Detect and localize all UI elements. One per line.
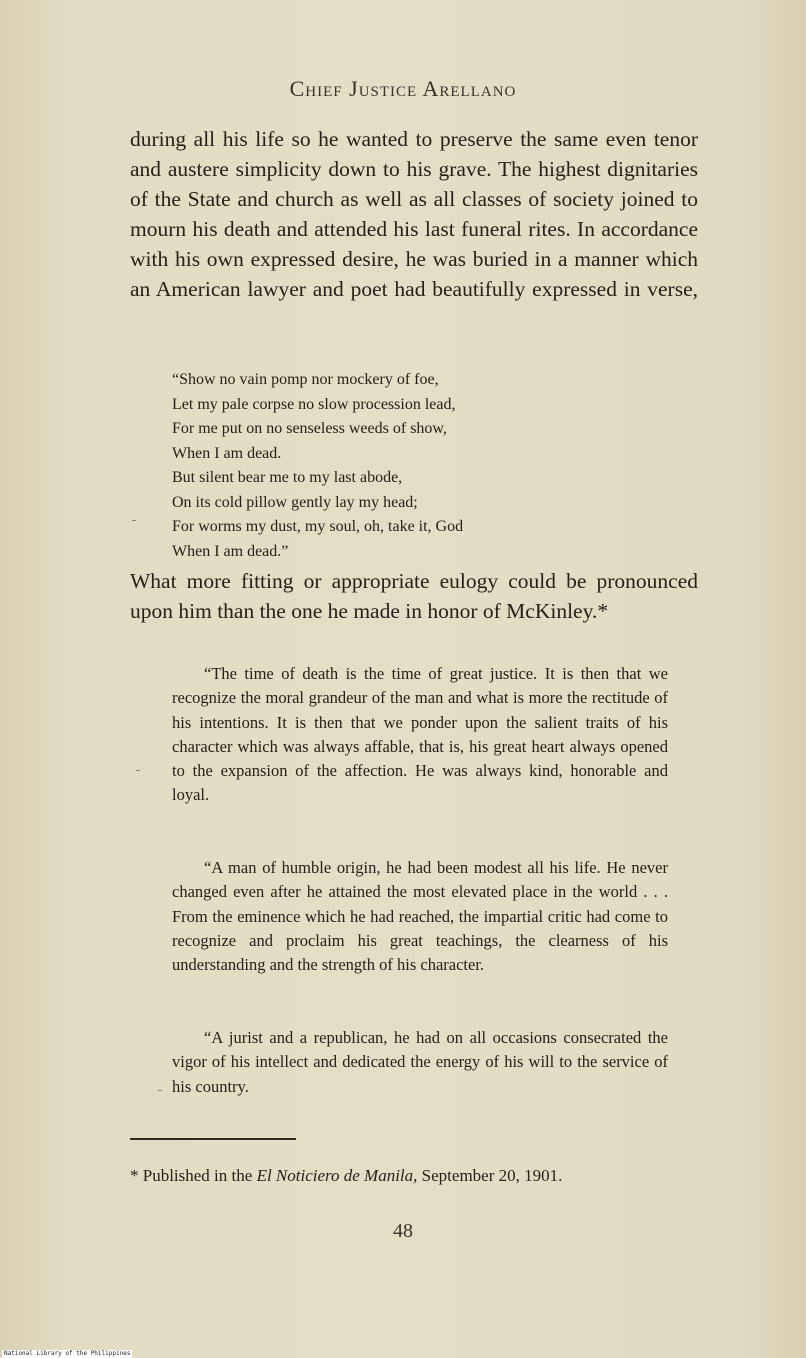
eulogy-quote-paragraph-1: “The time of death is the time of great justice. It is then that we recognize the moral grandeur of the man and what is more the rectitude of his intentions. It is then that we ponder upon the salient traits of his character which was always affable, that is, his great heart always opened to the expansion of the affection. He was always kind, honorable and loyal. [172, 664, 668, 805]
footnote-prefix: * Published in the [130, 1166, 257, 1185]
verse-line: Let my pale corpse no slow procession lead, [172, 395, 456, 413]
page-number: 48 [393, 1220, 413, 1242]
margin-speck [158, 1090, 162, 1091]
verse-line: For me put on no senseless weeds of show, [172, 420, 447, 437]
footnote-suffix: September 20, 1901. [417, 1166, 563, 1185]
verse-line: For worms my dust, my soul, oh, take it, God [172, 518, 464, 535]
verse-block [172, 368, 632, 564]
library-credit: National Library of the Philippines [4, 1350, 131, 1357]
verse-line: When I am dead. [172, 444, 282, 462]
footnote [130, 1163, 698, 1189]
verse-line: “Show no vain pomp nor mockery of foe, [172, 371, 439, 388]
eulogy-quote-paragraph-2: “A man of humble origin, he had been modest all his life. He never changed even after he attained the most elevated place in the world . . . From the eminence which he had reached, the impartial critic had come to recognize and proclaim his great teachings, the clearness of his understanding and the strength of his character. [172, 858, 668, 975]
margin-speck [132, 520, 136, 521]
margin-speck [136, 770, 140, 771]
eulogy-quote-paragraph-3: “A jurist and a republican, he had on all occasions consecrated the vigor of his intellect and dedicated the energy of his will to the service of his country. [172, 1028, 668, 1096]
footnote-source: El Noticiero de Manila, [256, 1166, 418, 1185]
verse-line: But silent bear me to my last abode, [172, 469, 403, 486]
running-head: Chief Justice Arellano [289, 76, 517, 101]
body-paragraph-1: during all his life so he wanted to preserve the same even tenor and austere simplicity down to his grave. The highest dignitaries of the State and church as well as all classes of society joined to mourn his death and attended his last funeral rites. In accordance with his own expressed desire, he was buried in a manner which an American lawyer and poet had beautifully expressed in verse, [130, 127, 698, 301]
verse-line: On its cold pillow gently lay my head; [172, 493, 418, 511]
verse-line: When I am dead.” [172, 542, 289, 560]
footnote-divider [130, 1138, 296, 1140]
body-paragraph-2: What more fitting or appropriate eulogy could be pronounced upon him than the one he made in honor of McKinley.* [130, 569, 698, 623]
